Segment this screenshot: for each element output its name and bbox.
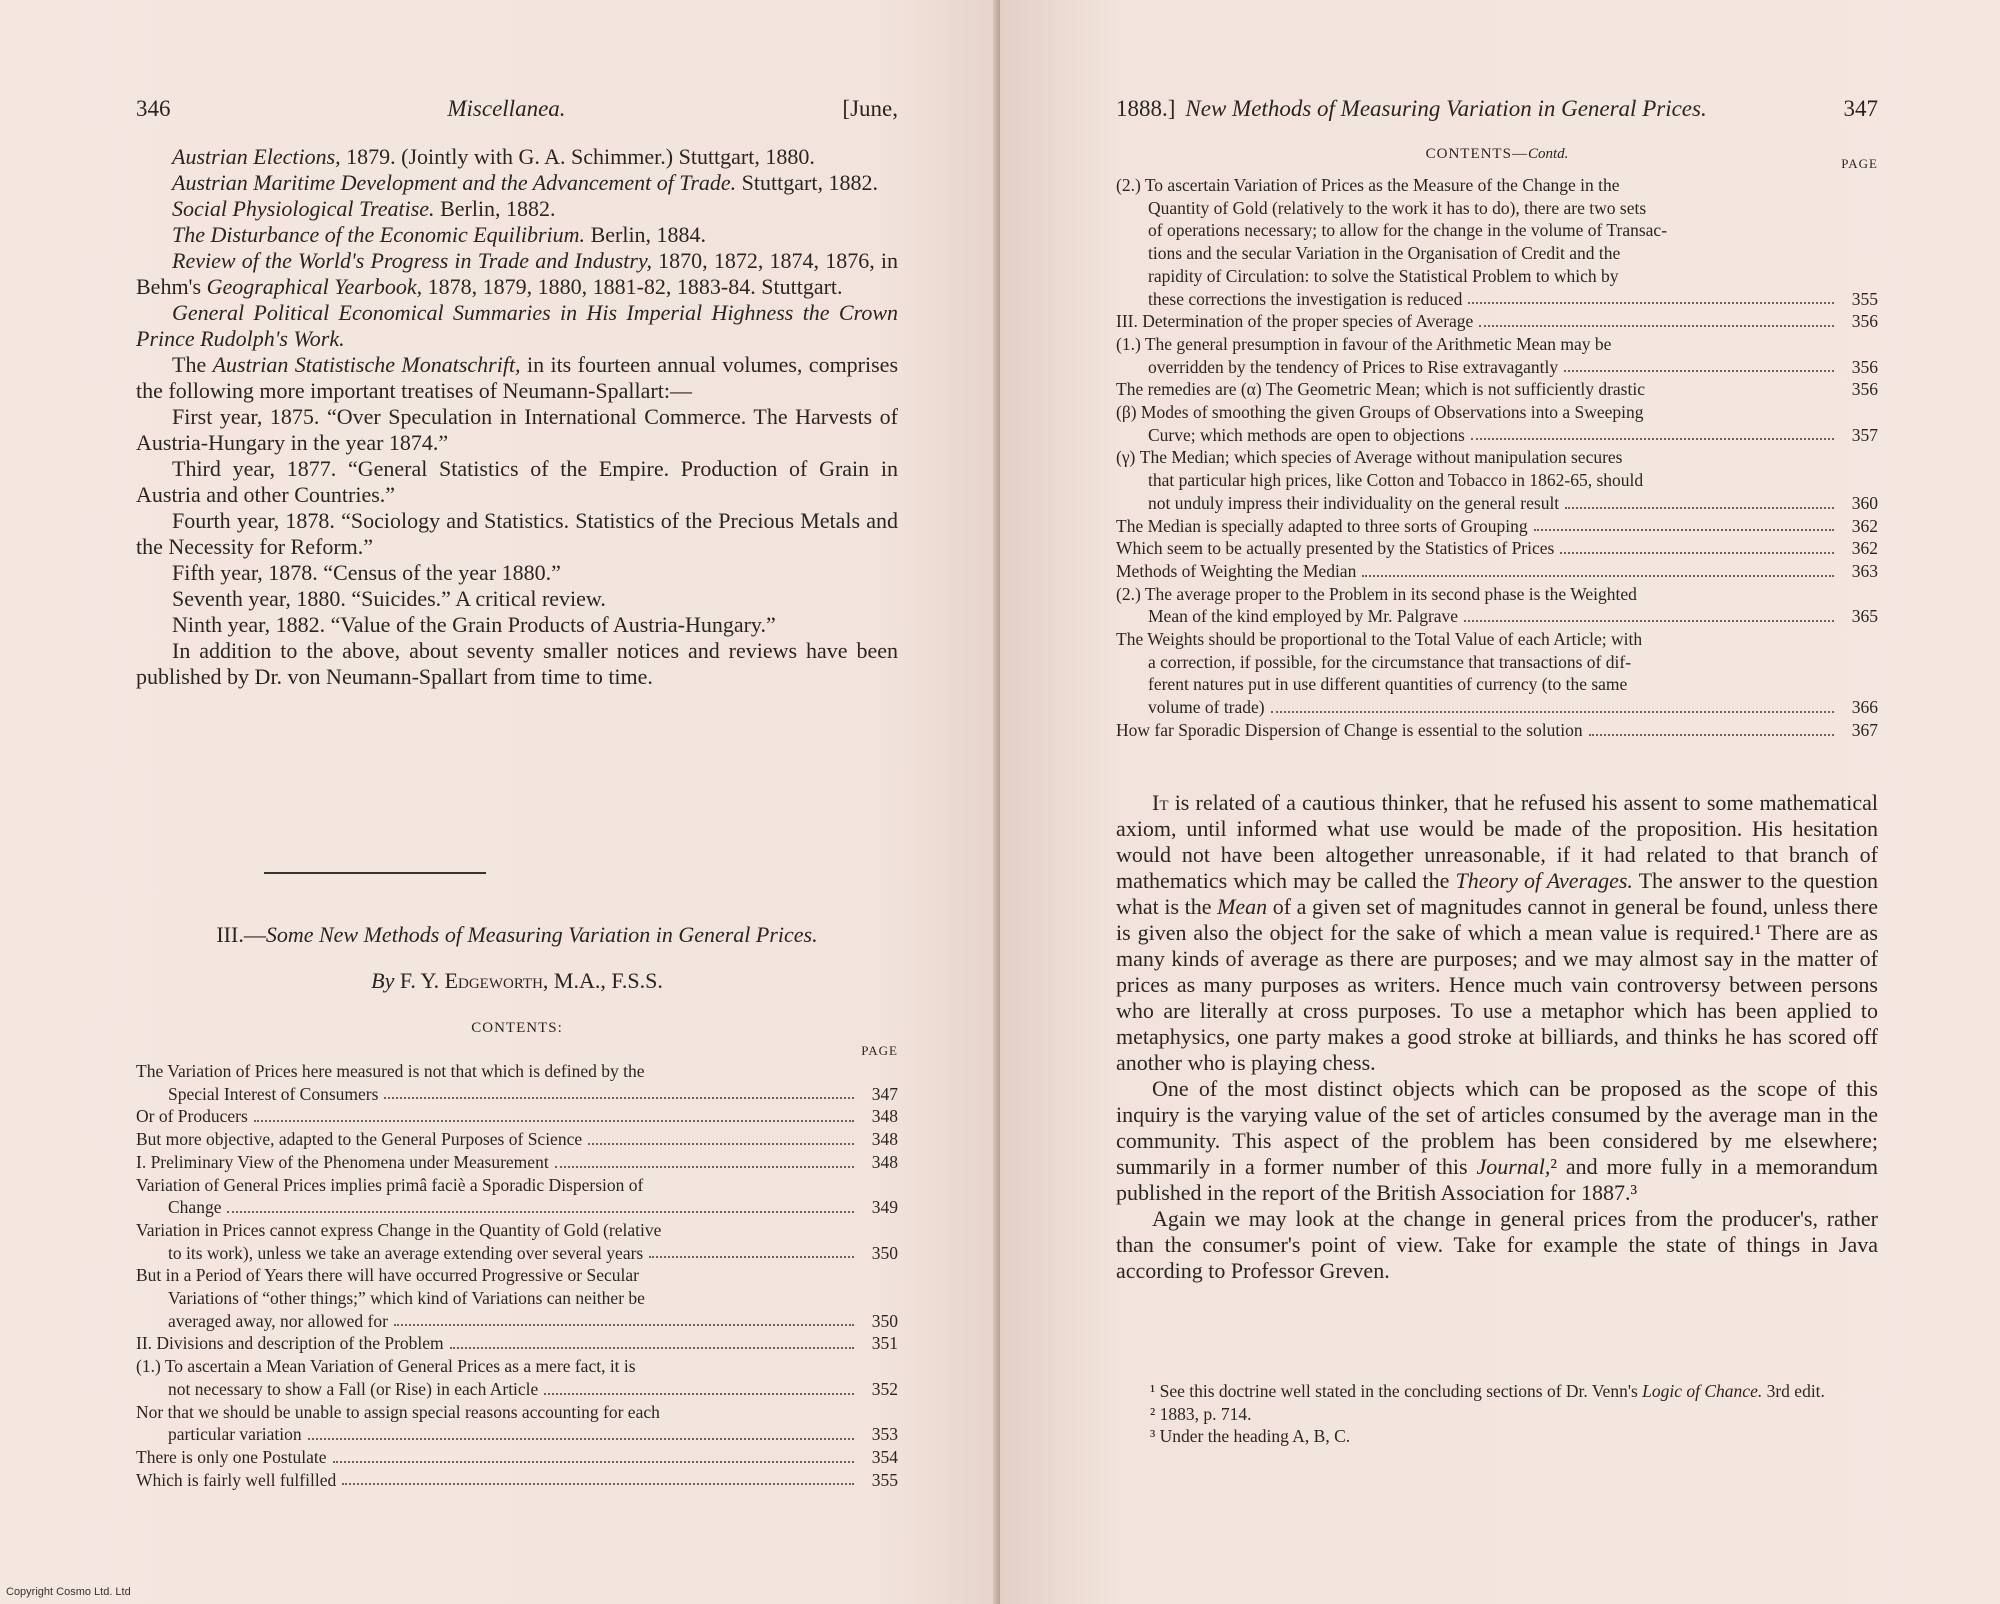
toc-entry-line (1116, 537, 1878, 560)
toc-entry (136, 1060, 898, 1105)
year-entry: Seventh year, 1880. “Suicides.” A critical review. (172, 586, 606, 611)
toc-entry (136, 1446, 898, 1469)
toc-entry-text: But more objective, adapted to the General Purposes of Science (136, 1129, 583, 1150)
toc-entry (136, 1401, 898, 1446)
toc-page-number: 353 (871, 1424, 898, 1445)
toc-leader-dots (254, 1120, 854, 1122)
toc-entry-text: volume of trade) (1148, 697, 1265, 718)
toc-entry-line (136, 1128, 898, 1151)
toc-page-number: 355 (871, 1469, 898, 1490)
toc-entry-line (136, 1196, 898, 1219)
toc-entry-text: not unduly impress their individuality on the general result (1148, 492, 1560, 513)
toc-entry-line (136, 1151, 898, 1174)
addition-paragraph: In addition to the above, about seventy smaller notices and reviews have been published by Dr. von Neumann-Spallart from time to time. (136, 638, 898, 689)
toc-entry (1116, 333, 1878, 378)
pub-entry: The Disturbance of the Economic Equilibrium. Berlin, 1884. (172, 222, 707, 247)
toc-entry (136, 1219, 898, 1264)
pub-entry: Social Physiological Treatise. Berlin, 1882. (172, 196, 556, 221)
toc-entry-text: rapidity of Circulation: to solve the Statistical Problem to which by (1148, 265, 1619, 286)
toc-entry-text: Or of Producers (136, 1106, 248, 1127)
toc-page-number: 367 (1851, 719, 1878, 740)
year-entry: Fifth year, 1878. “Census of the year 1880.” (172, 560, 561, 585)
toc-entry (1116, 560, 1878, 583)
footnotes (1116, 1380, 1878, 1448)
toc-entry-text: (2.) To ascertain Variation of Prices as the Measure of the Change in the (1116, 175, 1620, 195)
monatschrift-paragraph: The Austrian Statistische Monatschrift, in its fourteen annual volumes, comprises the following more important treatises of Neumann-Spallart:— (136, 352, 899, 403)
toc-page-number: 366 (1851, 697, 1878, 718)
toc-entry (1116, 537, 1878, 560)
year-entry: Third year, 1877. “General Statistics of the Empire. Production of Grain in Austria and other Countries.” (136, 456, 898, 507)
toc-entry-text: not necessary to show a Fall (or Rise) in each Article (168, 1378, 539, 1399)
toc-left (136, 1060, 898, 1491)
toc-leader-dots (333, 1461, 854, 1463)
body-paragraph-1: It is related of a cautious thinker, that he refused his assent to some mathematical axiom, until informed what use would be made of the proposition. His hesitation would not have been altogether unreasonable, if it had related to that branch of mathematics which may be called the Theory of Averages. The answer to the question what is the Mean of a given set of magnitudes cannot in general be found, unless there is given also the object for the sake of which a mean value is required.¹ There are as many kinds of average as there are purposes; and we may almost say in the matter of prices as many purposes as writers. Hence much vain controversy between persons who are literally at cross purposes. To use a metaphor which has been applied to metaphysics, one party makes a good stroke at billiards, and thinks he has scored off another who is playing chess. (1116, 790, 1879, 1075)
toc-entry-text: The Variation of Prices here measured is not that which is defined by the (136, 1061, 645, 1081)
toc-right (1116, 174, 1878, 742)
toc-entry-text: Nor that we should be unable to assign special reasons accounting for each (136, 1401, 660, 1422)
publication-list (136, 144, 898, 690)
toc-entry-line (136, 1446, 898, 1469)
toc-entry-text: How far Sporadic Dispersion of Change is essential to the solution (1116, 719, 1583, 740)
contents-contd-heading: CONTENTS—Contd. (1425, 146, 1569, 162)
toc-entry-text: to its work), unless we take an average extending over several years (168, 1242, 644, 1263)
toc-entry (1116, 446, 1878, 514)
toc-entry-text: Which is fairly well fulfilled (136, 1469, 337, 1490)
toc-entry-line (136, 1378, 898, 1401)
toc-entry-text: a correction, if possible, for the circumstance that transactions of dif- (1148, 651, 1632, 672)
toc-entry-line (136, 1242, 898, 1265)
toc-entry-line (1116, 605, 1878, 628)
toc-page-number: 363 (1851, 560, 1878, 581)
toc-entry-line (1116, 378, 1878, 401)
toc-entry-line (1116, 696, 1878, 719)
toc-entry-text: III. Determination of the proper species of Average (1116, 311, 1474, 332)
article-body (1116, 790, 1878, 1284)
toc-page-number: 349 (871, 1197, 898, 1218)
toc-entry (136, 1355, 898, 1400)
toc-leader-dots (1565, 507, 1834, 509)
footnote-3: ³ Under the heading A, B, C. (1150, 1426, 1351, 1446)
toc-page-number: 348 (871, 1129, 898, 1150)
toc-page-number: 354 (871, 1446, 898, 1467)
toc-leader-dots (1534, 529, 1834, 531)
pub-entry: Austrian Elections, 1879. (Jointly with G. A. Schimmer.) Stuttgart, 1880. (172, 144, 815, 169)
toc-entry-text: (1.) The general presumption in favour of the Arithmetic Mean may be (1116, 333, 1612, 354)
toc-entry-line (1116, 515, 1878, 538)
toc-entry-text: Mean of the kind employed by Mr. Palgrave (1148, 606, 1459, 627)
left-running-title: Miscellanea. (447, 96, 566, 121)
toc-entry (1116, 174, 1878, 310)
toc-entry-line (1116, 424, 1878, 447)
toc-entry-text: overridden by the tendency of Prices to Rise extravagantly (1148, 356, 1559, 377)
toc-entry-text: that particular high prices, like Cotton and Tobacco in 1862-65, should (1148, 470, 1644, 491)
toc-entry-text: (2.) The average proper to the Problem in its second phase is the Weighted (1116, 583, 1637, 604)
toc-entry-text: The remedies are (α) The Geometric Mean; which is not sufficiently drastic (1116, 379, 1645, 400)
right-page (1000, 0, 2000, 1604)
toc-leader-dots (555, 1166, 854, 1168)
toc-page-number: 348 (871, 1106, 898, 1127)
toc-entry-text: these corrections the investigation is reduced (1148, 288, 1463, 309)
toc-leader-dots (450, 1347, 854, 1349)
year-entry: First year, 1875. “Over Speculation in International Commerce. The Harvests of Austria-Hungary in the year 1874.” (136, 404, 898, 455)
right-page-number: 347 (1843, 96, 1878, 121)
pub-entry: Review of the World's Progress in Trade and Industry, 1870, 1872, 1874, 1876, in Behm's Geographical Yearbook, 1878, 1879, 1880, 1881-82, 1883-84. Stuttgart. (136, 248, 898, 299)
toc-page-number: 350 (871, 1242, 898, 1263)
article-title: III.—Some New Methods of Measuring Variation in General Prices. (216, 922, 818, 947)
year-entry: Fourth year, 1878. “Sociology and Statistics. Statistics of the Precious Metals and the Necessity for Reform.” (136, 508, 898, 559)
toc-entry-text: There is only one Postulate (136, 1446, 327, 1467)
toc-page-number: 362 (1851, 515, 1878, 536)
toc-page-number: 356 (1851, 379, 1878, 400)
toc-entry-text: (β) Modes of smoothing the given Groups of Observations into a Sweeping (1116, 402, 1644, 423)
right-running-title: New Methods of Measuring Variation in General Prices. (1185, 96, 1707, 121)
toc-entry-text: II. Divisions and description of the Problem (136, 1333, 444, 1354)
toc-entry (136, 1469, 898, 1492)
toc-entry-line (136, 1083, 898, 1106)
toc-page-number: 356 (1851, 356, 1878, 377)
toc-page-number: 365 (1851, 606, 1878, 627)
toc-leader-dots (342, 1483, 854, 1485)
toc-entry-text: of operations necessary; to allow for the change in the volume of Transac- (1148, 220, 1668, 241)
toc-entry-text: Variation of General Prices implies primâ faciè a Sporadic Dispersion of (136, 1174, 644, 1195)
right-running-head (1116, 96, 1878, 122)
toc-entry (136, 1332, 898, 1355)
toc-page-number: 355 (1851, 288, 1878, 309)
section-divider (264, 872, 486, 874)
toc-entry-line (1116, 356, 1878, 379)
toc-leader-dots (544, 1393, 854, 1395)
toc-entry-text: (1.) To ascertain a Mean Variation of General Prices as a mere fact, it is (136, 1356, 636, 1377)
toc-entry-line (136, 1332, 898, 1355)
toc-entry-line (1116, 719, 1878, 742)
page-column-heading-right: PAGE (1841, 156, 1878, 171)
toc-entry-line (1116, 560, 1878, 583)
toc-entry (1116, 628, 1878, 719)
toc-leader-dots (1464, 620, 1834, 622)
toc-entry-line (1116, 288, 1878, 311)
toc-entry-text: The Median is specially adapted to three sorts of Grouping (1116, 515, 1528, 536)
toc-leader-dots (649, 1256, 854, 1258)
toc-entry-text: I. Preliminary View of the Phenomena under Measurement (136, 1151, 549, 1172)
page-column-heading: PAGE (861, 1043, 898, 1058)
toc-leader-dots (308, 1438, 854, 1440)
toc-entry (136, 1105, 898, 1128)
toc-leader-dots (1271, 711, 1834, 713)
toc-page-number: 360 (1851, 492, 1878, 513)
left-page-number: 346 (136, 96, 171, 121)
toc-leader-dots (1560, 552, 1834, 554)
toc-page-number: 362 (1851, 538, 1878, 559)
toc-entry (1116, 310, 1878, 333)
toc-entry-line (1116, 310, 1878, 333)
right-running-year: 1888.] (1116, 96, 1176, 121)
toc-entry (136, 1264, 898, 1332)
toc-entry-text: But in a Period of Years there will have occurred Progressive or Secular (136, 1265, 639, 1286)
toc-leader-dots (1589, 734, 1834, 736)
toc-entry (1116, 719, 1878, 742)
pub-entry: Austrian Maritime Development and the Advancement of Trade. Stuttgart, 1882. (172, 170, 878, 195)
toc-entry-text: averaged away, nor allowed for (168, 1310, 388, 1331)
toc-page-number: 352 (871, 1378, 898, 1399)
toc-entry (1116, 378, 1878, 401)
toc-entry (136, 1151, 898, 1174)
toc-entry (136, 1174, 898, 1219)
toc-entry (1116, 583, 1878, 628)
toc-entry-line (136, 1310, 898, 1333)
toc-leader-dots (394, 1324, 854, 1326)
toc-entry-text: Quantity of Gold (relatively to the work it has to do), there are two sets (1148, 197, 1647, 218)
toc-entry (136, 1128, 898, 1151)
pub-entry: General Political Economical Summaries in His Imperial Highness the Crown Prince Rudolph's Work. (136, 300, 898, 351)
year-entry: Ninth year, 1882. “Value of the Grain Products of Austria-Hungary.” (172, 612, 776, 637)
toc-leader-dots (1479, 325, 1834, 327)
toc-entry-line (1116, 492, 1878, 515)
contents-heading: CONTENTS: (471, 1020, 563, 1036)
toc-leader-dots (227, 1211, 854, 1213)
copyright-notice: Copyright Cosmo Ltd. Ltd (6, 1586, 131, 1598)
toc-entry-text: Special Interest of Consumers (168, 1083, 379, 1104)
toc-page-number: 351 (871, 1333, 898, 1354)
toc-leader-dots (1362, 575, 1834, 577)
body-paragraph-3: Again we may look at the change in general prices from the producer's, rather than the consumer's point of view. Take for example the state of things in Java according to Professor Greven. (1116, 1206, 1878, 1283)
toc-leader-dots (384, 1097, 854, 1099)
toc-entry-text: Curve; which methods are open to objections (1148, 424, 1465, 445)
toc-page-number: 357 (1851, 424, 1878, 445)
toc-entry-line (136, 1423, 898, 1446)
toc-entry-text: Which seem to be actually presented by the Statistics of Prices (1116, 538, 1555, 559)
toc-page-number: 356 (1851, 311, 1878, 332)
toc-entry (1116, 401, 1878, 446)
toc-page-number: 350 (871, 1310, 898, 1331)
toc-entry-text: The Weights should be proportional to the Total Value of each Article; with (1116, 629, 1643, 650)
left-running-date: [June, (842, 96, 898, 121)
toc-entry-text: Variation in Prices cannot express Change in the Quantity of Gold (relative (136, 1219, 662, 1240)
toc-entry-text: tions and the secular Variation in the Organisation of Credit and the (1148, 243, 1621, 264)
toc-entry-text: Methods of Weighting the Median (1116, 560, 1357, 581)
toc-entry-text: (γ) The Median; which species of Average without manipulation secures (1116, 447, 1623, 468)
toc-page-number: 348 (871, 1151, 898, 1172)
toc-page-number: 347 (871, 1083, 898, 1104)
toc-leader-dots (1564, 370, 1834, 372)
byline: By F. Y. Edgeworth, M.A., F.S.S. (371, 968, 663, 993)
toc-entry-text: Change (168, 1197, 222, 1218)
toc-entry-text: particular variation (168, 1424, 302, 1445)
toc-entry (1116, 515, 1878, 538)
left-running-head (136, 96, 898, 122)
toc-entry-text: ferent natures put in use different quantities of currency (to the same (1148, 674, 1628, 695)
body-paragraph-2: One of the most distinct objects which can be proposed as the scope of this inquiry is the varying value of the set of articles consumed by the average man in the community. This aspect of the problem has been considered by me elsewhere; summarily in a former number of this Journal,² and more fully in a memorandum published in the report of the British Association for 1887.³ (1116, 1076, 1878, 1205)
toc-entry-line (136, 1469, 898, 1492)
footnote-2: ² 1883, p. 714. (1150, 1403, 1252, 1424)
toc-leader-dots (588, 1143, 854, 1145)
toc-entry-line (136, 1105, 898, 1128)
toc-leader-dots (1468, 302, 1834, 304)
toc-leader-dots (1471, 438, 1834, 440)
footnote-1: ¹ See this doctrine well stated in the concluding sections of Dr. Venn's Logic of Chance. 3rd edit. (1150, 1381, 1825, 1401)
toc-entry-text: Variations of “other things;” which kind of Variations can neither be (168, 1288, 645, 1309)
